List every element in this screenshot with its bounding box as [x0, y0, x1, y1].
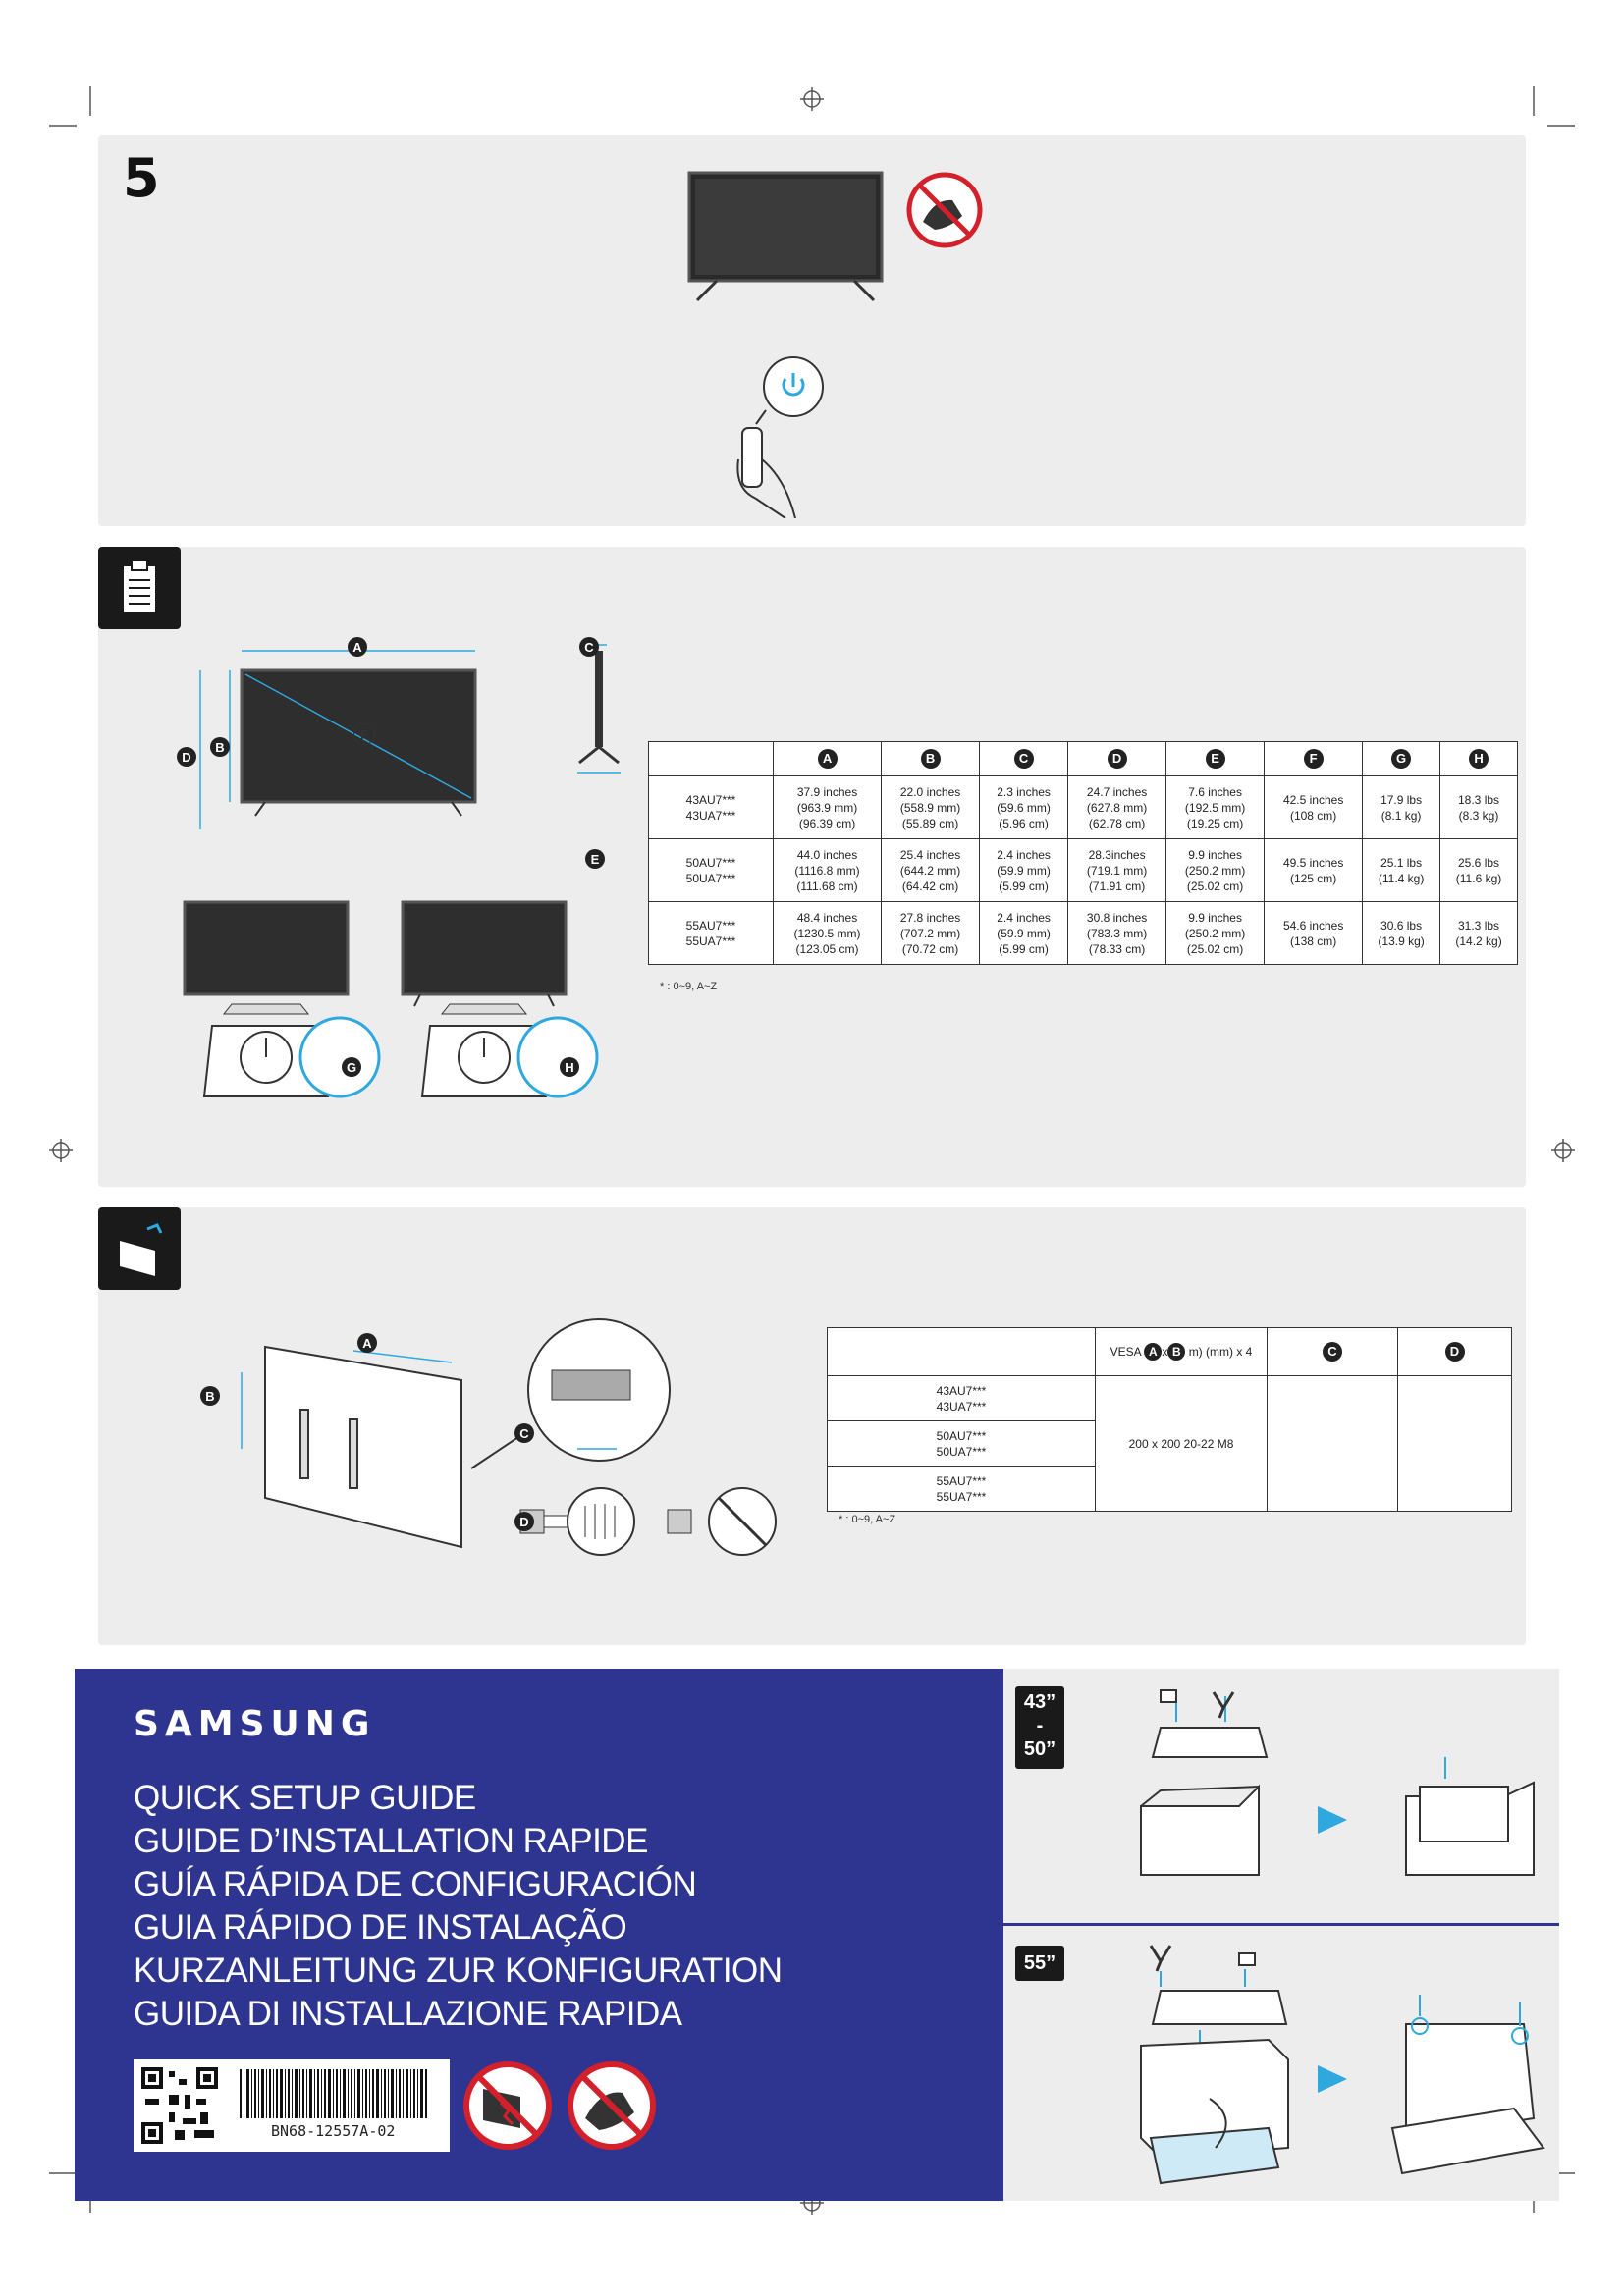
wall-mount-table — [827, 1327, 1512, 1512]
dim-label-b: B — [210, 737, 230, 757]
cover-panel — [75, 1669, 1003, 2201]
samsung-logo: SAMSUNG — [134, 1704, 376, 1744]
dim-label-c: C — [579, 637, 599, 657]
no-pressure-screen-icon — [461, 2059, 554, 2152]
tv-side-diagram — [569, 641, 638, 778]
step-number: 5 — [123, 147, 160, 209]
dim-label-d: D — [177, 747, 196, 767]
unbox-55-illustration — [1121, 1942, 1553, 2189]
wall-label-a: A — [357, 1333, 377, 1353]
title-fr: GUIDE D’INSTALLATION RAPIDE — [134, 1822, 648, 1860]
col-header-g: G — [1391, 749, 1411, 769]
part-number: BN68-12557A-02 — [271, 2122, 396, 2140]
col-header-b: B — [921, 749, 941, 769]
dim-label-a: A — [348, 637, 367, 657]
col-header-c: C — [1014, 749, 1034, 769]
dimensions-header-row — [649, 742, 1518, 776]
col-header-d: D — [1445, 1342, 1465, 1362]
size-badge-43-50: 43” - 50” — [1015, 1686, 1064, 1769]
wall-mount-header-row: VESA A x B m) (mm) x 4 C D — [828, 1328, 1512, 1376]
no-touch-screen-icon — [905, 171, 984, 249]
title-de: KURZANLEITUNG ZUR KONFIGURATION — [134, 1951, 783, 1990]
col-header-h: H — [1469, 749, 1489, 769]
barcode-icon — [240, 2069, 442, 2118]
title-pt: GUIA RÁPIDO DE INSTALAÇÃO — [134, 1908, 627, 1947]
col-header-e: E — [1206, 749, 1225, 769]
col-header-d: D — [1108, 749, 1127, 769]
tv-dimension-diagram — [167, 633, 481, 829]
dim-label-e: E — [585, 849, 605, 869]
dimensions-panel — [98, 547, 1526, 1187]
spec-sheet-icon — [98, 547, 181, 629]
dim-label-h: H — [560, 1057, 579, 1077]
no-grab-screen-icon — [566, 2059, 658, 2152]
tv-front-illustration — [687, 171, 893, 306]
dim-label-f: F — [353, 723, 375, 745]
wall-label-c: C — [514, 1423, 534, 1443]
table-row: 55AU7*** 55UA7*** — [828, 1467, 1512, 1512]
unbox-43-50-illustration — [1121, 1688, 1553, 1904]
title-en: QUICK SETUP GUIDE — [134, 1779, 476, 1817]
vesa-spec-cell: 200 x 200 20-22 M8 — [1096, 1376, 1268, 1512]
wall-label-d: D — [514, 1512, 534, 1531]
power-on-panel — [98, 135, 1526, 526]
dim-label-g: G — [342, 1057, 361, 1077]
wall-mount-panel — [98, 1207, 1526, 1645]
dimensions-table — [648, 741, 1518, 965]
table-row: 55AU7*** 55UA7*** 48.4 inches (1230.5 mm) (123.05 cm) 27.8 inches (707.2 mm) (70.72 cm) 2.4 inches (59.9 mm) (5.99 cm) 30.8 inches (783.3 mm) (78.33 cm) 9.9 inches (250.2 mm) (25.02 cm) 54.6 inches (138 cm) 30.6 lbs (13.9 kg) 31.3 lbs (14.2 kg) — [649, 902, 1518, 965]
guide-titles — [134, 1777, 783, 2036]
size-badge-55: 55” — [1015, 1946, 1064, 1981]
col-header-c: C — [1323, 1342, 1342, 1362]
title-es: GUÍA RÁPIDA DE CONFIGURACIÓN — [134, 1865, 697, 1903]
table-row: 50AU7*** 50UA7*** — [828, 1421, 1512, 1467]
table-row: 50AU7*** 50UA7*** 44.0 inches (1116.8 mm) (111.68 cm) 25.4 inches (644.2 mm) (64.42 cm) 2.4 inches (59.9 mm) (5.99 cm) 28.3inches (719.1 mm) (71.91 cm) 9.9 inches (250.2 mm) (25.02 cm) 49.5 inches (125 cm) 25.1 lbs (11.4 kg) 25.6 lbs (11.6 kg) — [649, 839, 1518, 902]
dimensions-footnote: * : 0~9, A~Z — [660, 981, 718, 992]
table-row: 43AU7*** 43UA7*** 200 x 200 20-22 M8 — [828, 1376, 1512, 1421]
wall-mount-icon — [98, 1207, 181, 1290]
barcode-label — [134, 2059, 450, 2152]
unboxing-panel — [1003, 1669, 1559, 2201]
wall-mount-footnote: * : 0~9, A~Z — [839, 1514, 896, 1525]
col-header-a: A — [818, 749, 838, 769]
title-it: GUIDA DI INSTALLAZIONE RAPIDA — [134, 1995, 682, 2033]
wall-label-b: B — [200, 1386, 220, 1406]
qr-code-icon — [139, 2065, 220, 2146]
remote-power-illustration — [727, 351, 835, 518]
divider — [1003, 1923, 1559, 1926]
table-row: 43AU7*** 43UA7*** 37.9 inches (963.9 mm) (96.39 cm) 22.0 inches (558.9 mm) (55.89 cm) 2.3 inches (59.6 mm) (5.96 cm) 24.7 inches (627.8 mm) (62.78 cm) 7.6 inches (192.5 mm) (19.25 cm) 42.5 inches (108 cm) 17.9 lbs (8.1 kg) 18.3 lbs (8.3 kg) — [649, 776, 1518, 839]
screw-diagram — [511, 1482, 815, 1561]
col-header-f: F — [1304, 749, 1324, 769]
